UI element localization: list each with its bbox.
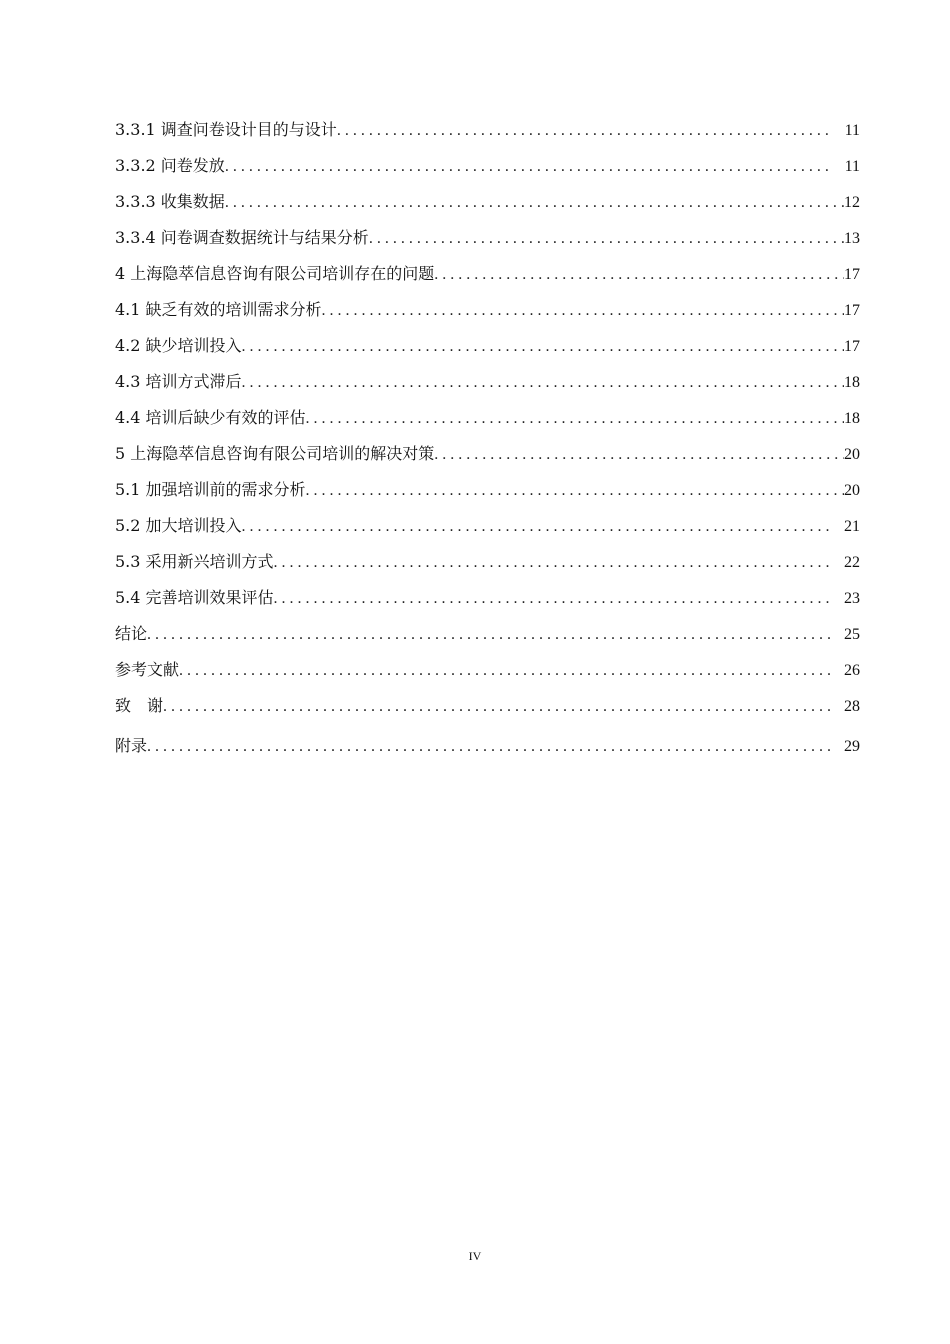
toc-entry-title: 结论	[115, 624, 148, 643]
toc-leader-dots	[434, 261, 844, 289]
toc-entry-title: 4.4 培训后缺少有效的评估	[115, 408, 306, 427]
toc-leader-dots	[434, 441, 844, 469]
toc-entry-title: 5.1 加强培训前的需求分析	[115, 480, 306, 499]
table-of-contents	[115, 116, 860, 768]
toc-entry[interactable]	[115, 260, 860, 296]
toc-leader-dots	[179, 657, 830, 685]
toc-entry[interactable]	[115, 656, 860, 692]
toc-entry-title: 3.3.4 问卷调查数据统计与结果分析	[115, 228, 369, 247]
toc-entry-title: 4.3 培训方式滞后	[115, 372, 242, 391]
toc-leader-dots	[147, 733, 830, 761]
toc-entry-page: 25	[844, 626, 860, 643]
toc-entry-title: 5.3 采用新兴培训方式	[115, 552, 274, 571]
toc-leader-dots	[242, 513, 830, 541]
toc-entry-page: 11	[844, 158, 860, 175]
toc-entry-page: 13	[844, 230, 860, 247]
toc-leader-dots	[225, 189, 844, 217]
toc-entry-page: 21	[844, 518, 860, 535]
toc-entry-page: 18	[844, 374, 860, 391]
toc-entry-page: 17	[844, 266, 860, 283]
toc-leader-dots	[369, 225, 844, 253]
toc-leader-dots	[242, 369, 844, 397]
toc-entry-page: 12	[844, 194, 860, 211]
toc-entry[interactable]	[115, 548, 860, 584]
toc-entry-page: 28	[844, 698, 860, 715]
toc-leader-dots	[337, 117, 831, 145]
toc-entry-page: 11	[844, 122, 860, 139]
toc-entry-title: 4 上海隐萃信息咨询有限公司培训存在的问题	[115, 264, 435, 283]
toc-entry[interactable]	[115, 296, 860, 332]
toc-entry[interactable]	[115, 224, 860, 260]
toc-entry-page: 23	[844, 590, 860, 607]
toc-entry[interactable]	[115, 152, 860, 188]
toc-leader-dots	[274, 549, 830, 577]
toc-entry-title: 附录	[115, 736, 148, 755]
toc-leader-dots	[225, 153, 831, 181]
toc-leader-dots	[274, 585, 830, 613]
toc-entry-title: 3.3.1 调查问卷设计目的与设计	[115, 120, 337, 139]
toc-leader-dots	[147, 621, 830, 649]
toc-entry[interactable]	[115, 116, 860, 152]
toc-entry-title: 4.1 缺乏有效的培训需求分析	[115, 300, 322, 319]
toc-entry-page: 17	[844, 338, 860, 355]
toc-entry[interactable]	[115, 692, 860, 732]
toc-entry-title: 3.3.3 收集数据	[115, 192, 225, 211]
toc-leader-dots	[322, 297, 844, 325]
toc-leader-dots	[163, 693, 830, 721]
toc-entry-page: 20	[844, 482, 860, 499]
toc-entry-title: 参考文献	[115, 660, 180, 679]
toc-entry-title: 4.2 缺少培训投入	[115, 336, 242, 355]
toc-entry-title: 5.4 完善培训效果评估	[115, 588, 274, 607]
toc-entry-page: 20	[844, 446, 860, 463]
toc-entry-title: 致 谢	[115, 696, 164, 715]
toc-entry[interactable]	[115, 404, 860, 440]
toc-entry-page: 18	[844, 410, 860, 427]
toc-entry[interactable]	[115, 476, 860, 512]
toc-entry-title: 3.3.2 问卷发放	[115, 156, 225, 175]
toc-entry[interactable]	[115, 188, 860, 224]
toc-entry[interactable]	[115, 368, 860, 404]
toc-entry[interactable]	[115, 732, 860, 768]
toc-leader-dots	[306, 477, 844, 505]
toc-entry[interactable]	[115, 584, 860, 620]
toc-entry-page: 17	[844, 302, 860, 319]
toc-entry[interactable]	[115, 440, 860, 476]
toc-entry-title: 5 上海隐萃信息咨询有限公司培训的解决对策	[115, 444, 435, 463]
toc-entry-page: 22	[844, 554, 860, 571]
page-number: IV	[468, 1249, 482, 1263]
toc-entry[interactable]	[115, 620, 860, 656]
toc-entry[interactable]	[115, 512, 860, 548]
toc-entry-page: 26	[844, 662, 860, 679]
toc-entry[interactable]	[115, 332, 860, 368]
toc-leader-dots	[242, 333, 844, 361]
toc-entry-page: 29	[844, 738, 860, 755]
toc-leader-dots	[306, 405, 844, 433]
toc-entry-title: 5.2 加大培训投入	[115, 516, 242, 535]
